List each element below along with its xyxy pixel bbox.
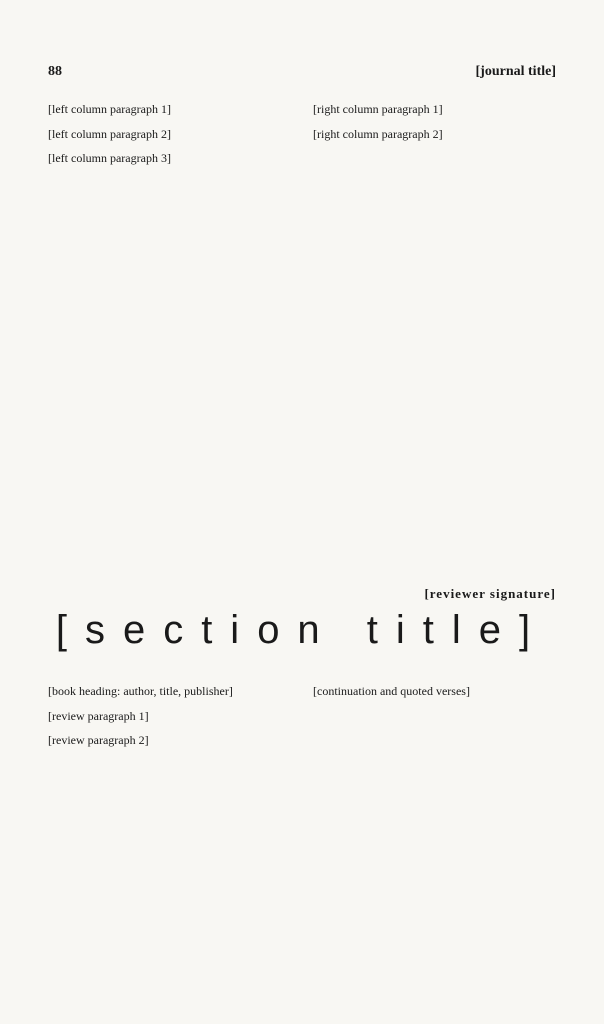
- reviewer-signature: [reviewer signature]: [424, 586, 556, 601]
- page-number: 88: [48, 64, 62, 79]
- review-two-left-column: [48, 682, 291, 982]
- review-one-body: [48, 100, 556, 578]
- review-one-left-column: [48, 100, 291, 578]
- paragraph: [right column paragraph 2]: [313, 126, 443, 141]
- paragraph: [left column paragraph 1]: [48, 102, 171, 116]
- paragraph: [review paragraph 2]: [48, 733, 149, 748]
- journal-name: [journal title]: [475, 64, 556, 79]
- paragraph: [continuation and quoted verses]: [313, 684, 470, 698]
- paragraph: [right column paragraph 1]: [313, 102, 443, 116]
- book-heading: [book heading: author, title, publisher]: [48, 684, 233, 698]
- review-one-right-column: [313, 100, 556, 578]
- review-two-right-column: [313, 682, 556, 982]
- paragraph: [review paragraph 1]: [48, 708, 149, 723]
- review-two-body: [48, 682, 556, 982]
- paragraph: [left column paragraph 3]: [48, 151, 171, 166]
- paragraph: [left column paragraph 2]: [48, 126, 171, 141]
- page-header: [48, 64, 556, 80]
- section-title: [section title]: [55, 608, 549, 652]
